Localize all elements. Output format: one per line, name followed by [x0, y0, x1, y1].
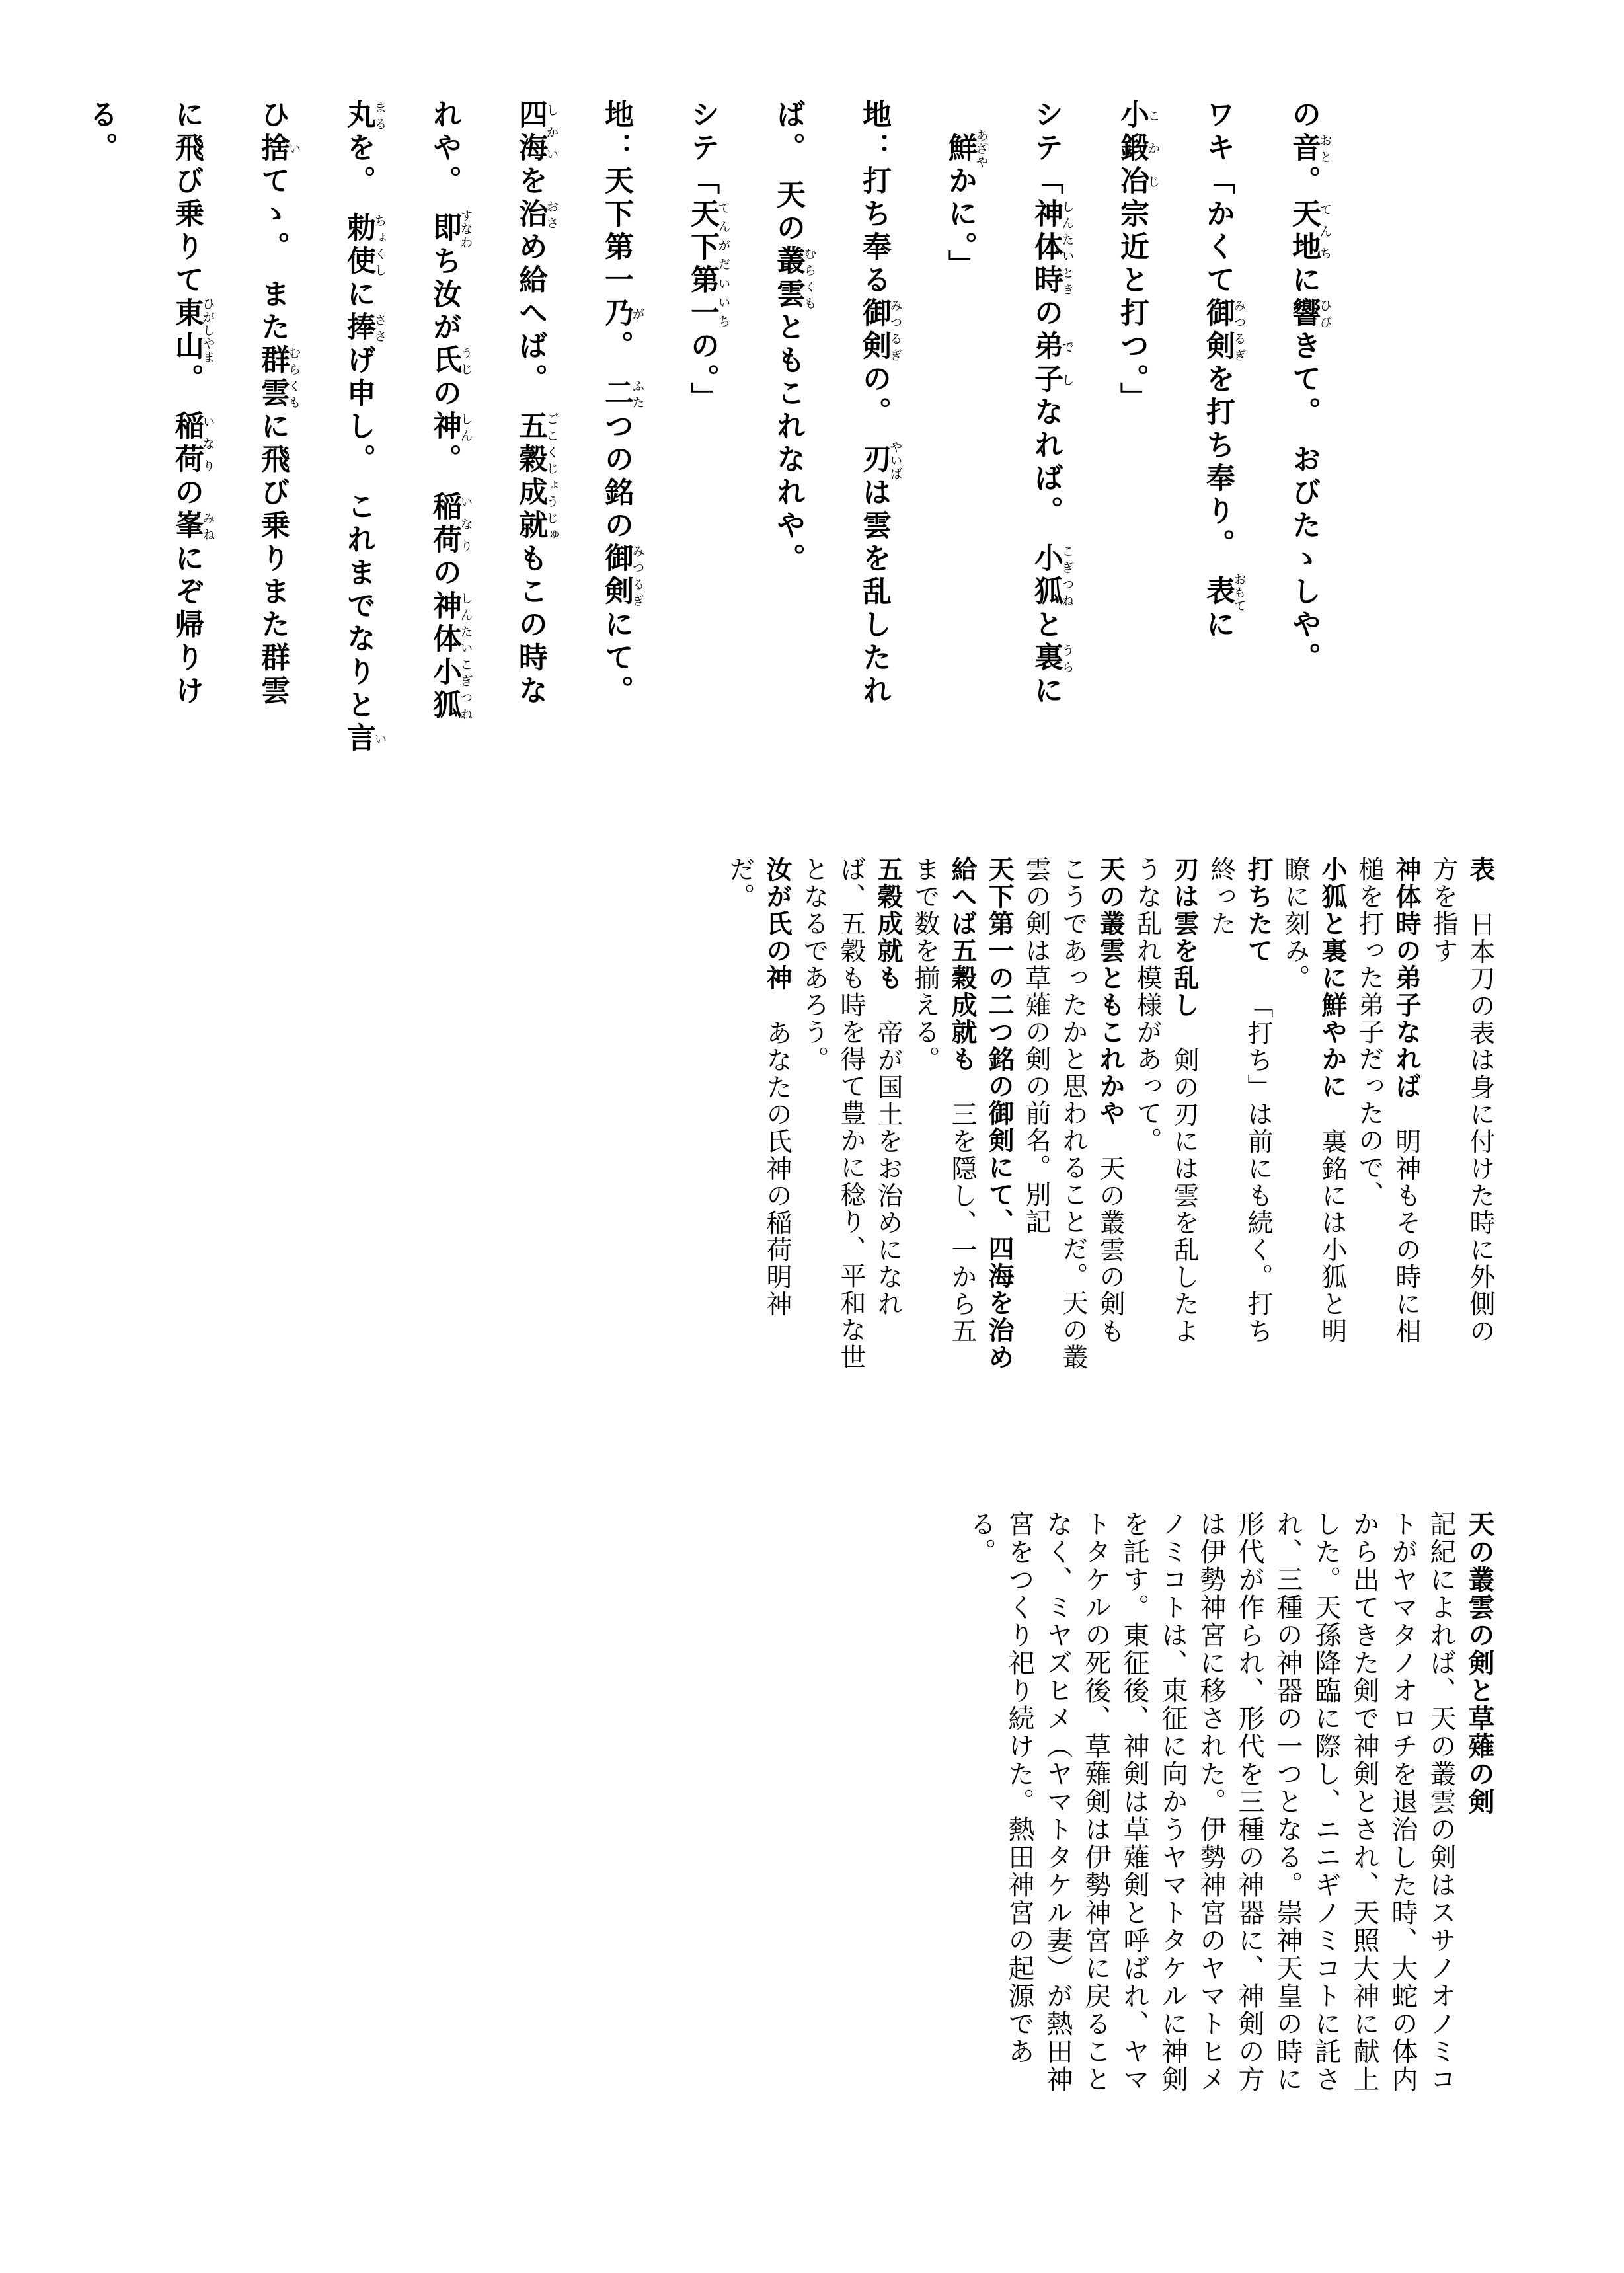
note-term: 小狐と裏に鮮やかに [1317, 856, 1347, 1100]
furigana: しんたいこぎつね [458, 590, 473, 722]
libretto-text [58, 99, 1346, 859]
note-term: 打ちたて [1243, 856, 1273, 964]
libretto-line: ば。 天の叢雲むらくもともこれなれや。 [771, 99, 817, 576]
ruby-word: 音おと [1287, 132, 1333, 165]
note-text: 天の叢雲の剣もこうであったかと思われることだ。天の叢雲の剣は草薙の剣の前名。別記 [1021, 856, 1125, 1371]
note-entry [795, 856, 906, 1371]
note-term: 天の叢雲ともこれかや [1095, 856, 1125, 1127]
furigana: ふた [630, 377, 645, 411]
note-text: 裏銘には小狐と明瞭に刻み。 [1280, 856, 1347, 1345]
ruby-word: 東山ひがしやま [170, 297, 215, 364]
ruby-word: 刃やいば [857, 440, 903, 481]
furigana: こかじ [1145, 99, 1161, 198]
note-entry [1276, 856, 1350, 1371]
furigana: みつるぎ [1231, 297, 1247, 364]
furigana: いなり [458, 490, 473, 557]
note-term: 神体時の弟子なれば [1391, 856, 1421, 1100]
essay-body: 記紀によれば、天の叢雲の剣はスサノオノミコトがヤマタノオロチを退治した時、大蛇の体内から出てきた剣で神剣とされ、天照大神に献上した。天孫降臨に際し、ニニギノミコトに託され、三種の神器の一つとなる。崇神天皇の時に形代が作られ、形代を三種の神器に、神剣の方は伊勢神宮に移された。伊勢神宮のヤマトヒメノミコトは、東征に向かうヤマトタケルに神剣を託す。東征後、神剣は草薙剣と呼ばれ、ヤマトタケルの死後、草薙剣は伊勢神宮に戻ることなく、ミヤズヒメ（ヤマトタケル妻）が熱田神宮をつくり祀り続けた。熱田神宮の起源である。 [966, 1510, 1456, 2093]
ruby-word: 稲荷いなり [170, 410, 215, 477]
furigana: おもて [1231, 572, 1247, 613]
furigana: やいば [888, 440, 903, 481]
libretto-line: に飛び乗りて東山ひがしやま。 稲荷いなりの峯みねにぞ帰りけ [170, 99, 215, 709]
furigana: むらくも [802, 245, 817, 312]
note-text: 日本刀の表は身に付けた時に外側の方を指す [1428, 856, 1495, 1345]
ruby-word: 神しん [428, 410, 473, 444]
libretto-line: ワキ「かくて御剣みつるぎを打ち奉り。 表おもてに [1201, 99, 1247, 642]
furigana: ひがしやま [200, 297, 215, 364]
furigana: てんがだいいち [716, 198, 731, 330]
ruby-word: 捨い [256, 132, 301, 165]
ruby-word: 丸まる [342, 99, 387, 132]
note-text: 剣の刃には雲を乱したような乱れ模様があって。 [1132, 856, 1199, 1345]
ruby-word: 響ひび [1287, 297, 1333, 330]
ruby-word: 捧ささ [342, 311, 387, 345]
libretto-line: ひ捨いてゝ。 また群雲むらくもに飛び乗りまた群雲 [256, 99, 301, 709]
note-text: あなたの氏神の稲荷明神だ。 [725, 856, 792, 1318]
ruby-word: 叢雲むらくも [771, 245, 817, 312]
note-entry [906, 856, 1017, 1371]
libretto-line: 丸まるを。 勅使ちょくしに捧ささげ申し。 これまでなりと言い [342, 99, 387, 755]
ruby-word: 鮮あざや [943, 129, 989, 169]
ruby-word: 治おさ [514, 198, 559, 231]
ruby-word: 裏うら [1029, 642, 1075, 675]
ruby-word: 峯みね [170, 510, 215, 543]
libretto-line: 小鍛冶こかじ宗近と打つ。」 [1115, 99, 1161, 415]
ruby-word: 群雲むらくも [256, 344, 301, 411]
note-entry [1202, 856, 1276, 1371]
ruby-word: 勅使ちょくし [342, 212, 387, 279]
libretto-line: 地：天下第一乃が。 二ふたつの銘の御剣みつるぎにて。 [599, 99, 645, 709]
note-entry [1424, 856, 1498, 1371]
libretto-line: れや。 即すなわち汝が氏うじの神しん。 稲荷いなりの神体小狐しんたいこぎつね [428, 99, 473, 722]
ruby-word: 小狐こぎつね [1029, 543, 1075, 609]
ruby-word: 稲荷いなり [428, 490, 473, 557]
libretto-line: る。 [84, 99, 118, 165]
furigana: うら [1060, 642, 1075, 675]
commentary-notes [721, 856, 1498, 1371]
furigana: すなわ [458, 209, 473, 249]
essay-section [962, 1510, 1498, 2099]
essay-heading: 天の叢雲の剣と草薙の剣 [1464, 1510, 1494, 1816]
libretto-line: シテ「神体時しんたいときの弟子でしなれば。 小狐こぎつねと裏うらに [1029, 99, 1075, 709]
note-text: 三を隠し、一から五まで数を揃える。 [910, 856, 977, 1345]
furigana: が [630, 297, 645, 330]
libretto-line: 鮮あざやかに。」 [943, 129, 989, 283]
furigana: みつるぎ [888, 297, 903, 364]
furigana: しん [458, 410, 473, 444]
furigana: おさ [544, 198, 559, 231]
ruby-word: 氏うじ [428, 344, 473, 378]
furigana: こぎつね [1060, 543, 1075, 609]
ruby-word: 小鍛冶こかじ [1115, 99, 1161, 198]
ruby-word: 乃が [599, 297, 645, 330]
note-term: 天下第一の二つ銘の御剣にて、四海を治め給へば五穀成就も [947, 856, 1014, 1371]
note-term: 五穀成就も [873, 856, 903, 991]
furigana: あざや [974, 129, 989, 169]
note-entry [1128, 856, 1202, 1371]
libretto-line: 四海しかいを治おさめ給へば。 五穀成就ごこくじょうじゅもこの時な [514, 99, 559, 709]
ruby-word: 言い [342, 722, 387, 755]
furigana: てんち [1317, 198, 1333, 264]
furigana: みね [200, 510, 215, 543]
furigana: しかい [544, 99, 559, 165]
note-term: 汝が氏の神 [762, 856, 792, 991]
ruby-word: 神体時しんたいとき [1029, 198, 1075, 297]
ruby-word: 二ふた [599, 377, 645, 411]
ruby-word: 即すなわ [428, 209, 473, 249]
furigana: ひび [1317, 297, 1333, 330]
furigana: おと [1317, 132, 1333, 165]
furigana: ささ [372, 311, 387, 345]
ruby-word: 天地てんち [1287, 198, 1333, 264]
ruby-word: 神体小狐しんたいこぎつね [428, 590, 473, 722]
furigana: い [286, 132, 301, 165]
ruby-word: 御剣みつるぎ [1201, 297, 1247, 364]
furigana: むらくも [286, 344, 301, 411]
ruby-word: 御剣みつるぎ [857, 297, 903, 364]
ruby-word: 五穀成就ごこくじょうじゅ [514, 410, 559, 543]
ruby-word: 四海しかい [514, 99, 559, 165]
note-entry [721, 856, 795, 1371]
note-entry [1017, 856, 1128, 1371]
furigana: ちょくし [372, 212, 387, 279]
furigana: ごこくじょうじゅ [544, 410, 559, 543]
note-text: 帝が国土をお治めになれば、五穀も時を得て豊かに稔り、平和な世となるであろう。 [799, 856, 903, 1371]
note-term: 刃は雲を乱し [1169, 856, 1199, 1019]
ruby-word: 表おもて [1201, 572, 1247, 613]
furigana: いなり [200, 410, 215, 477]
libretto-line: の音おと。天地てんちに響ひびきて。 おびたゝしや。 [1287, 99, 1333, 675]
note-term: 表 [1465, 856, 1495, 883]
furigana: しんたいとき [1060, 198, 1075, 297]
libretto-line: シテ「天下第一てんがだいいちの。」 [685, 99, 731, 415]
ruby-word: 御剣みつるぎ [599, 543, 645, 609]
libretto-line: 地：打ち奉る御剣みつるぎの。 刃やいばは雲を乱したれ [857, 99, 903, 709]
furigana: まる [372, 99, 387, 132]
ruby-word: 天下第一てんがだいいち [685, 198, 731, 330]
furigana: い [372, 722, 387, 755]
ruby-word: 弟子でし [1029, 330, 1075, 397]
note-entry [1350, 856, 1424, 1371]
furigana: みつるぎ [630, 543, 645, 609]
furigana: うじ [458, 344, 473, 378]
note-text: 明神もその時に相槌を打った弟子だったので、 [1354, 856, 1421, 1345]
note-text: 「打ち」は前にも続く。打ち終った [1206, 856, 1273, 1345]
furigana: でし [1060, 330, 1075, 397]
